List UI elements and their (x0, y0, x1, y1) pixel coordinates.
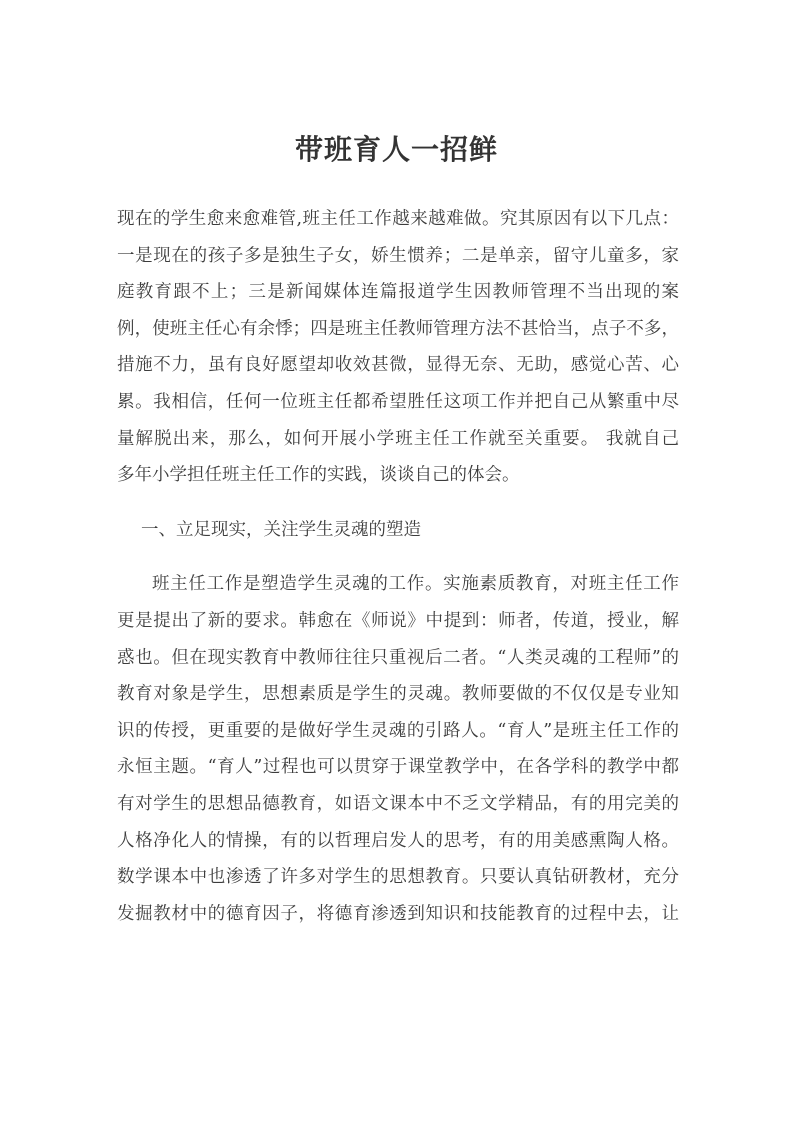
text-line: 人格净化人的情操，有的以哲理启发人的思考，有的用美感熏陶人格。 (117, 830, 679, 851)
text-line: 多年小学担任班主任工作的实践，谈谈自己的体会。 (117, 465, 520, 486)
intro-paragraph (117, 201, 679, 494)
text-line: 庭教育跟不上；三是新闻媒体连篇报道学生因教师管理不当出现的案 (117, 282, 679, 303)
text-line: 教育对象是学生，思想素质是学生的灵魂。教师要做的不仅仅是专业知 (117, 684, 679, 705)
text-line: 惑也。但在现实教育中教师往往只重视后二者。“人类灵魂的工程师”的 (117, 647, 679, 668)
paragraph-gap (117, 548, 679, 566)
section-paragraph (117, 566, 679, 932)
text-line: 永恒主题。“育人”过程也可以贯穿于课堂教学中，在各学科的教学中都 (117, 757, 679, 778)
text-line: 更是提出了新的要求。韩愈在《师说》中提到：师者，传道，授业，解 (117, 610, 679, 631)
text-line: 现在的学生愈来愈难管,班主任工作越来越难做。究其原因有以下几点： (117, 209, 679, 229)
document-body (117, 201, 679, 932)
text-line: 数学课本中也渗透了许多对学生的思想教育。只要认真钻研教材，充分 (117, 867, 679, 888)
text-line: 累。我相信，任何一位班主任都希望胜任这项工作并把自己从繁重中尽 (117, 391, 679, 412)
text-line: 措施不力，虽有良好愿望却收效甚微，显得无奈、无助，感觉心苦、心 (117, 355, 679, 376)
paragraph-gap (117, 494, 679, 512)
text-line: 发掘教材中的德育因子，将德育渗透到知识和技能教育的过程中去，让 (117, 903, 679, 924)
text-line: 有对学生的思想品德教育，如语文课本中不乏文学精品，有的用完美的 (117, 793, 679, 814)
text-line: 量解脱出来，那么，如何开展小学班主任工作就至关重要。 我就自己 (117, 428, 679, 449)
document-title: 带班育人一招鲜 (294, 133, 498, 166)
section-heading: 一、立足现实，关注学生灵魂的塑造 (141, 519, 421, 540)
text-line: 例，使班主任心有余悸；四是班主任教师管理方法不甚恰当，点子不多， (117, 318, 679, 339)
text-line: 识的传授，更重要的是做好学生灵魂的引路人。“育人”是班主任工作的 (117, 720, 679, 741)
text-line: 一是现在的孩子多是独生子女，娇生惯养；二是单亲，留守儿童多，家 (117, 245, 679, 266)
text-line: 班主任工作是塑造学生灵魂的工作。实施素质教育，对班主任工作 (152, 574, 679, 595)
